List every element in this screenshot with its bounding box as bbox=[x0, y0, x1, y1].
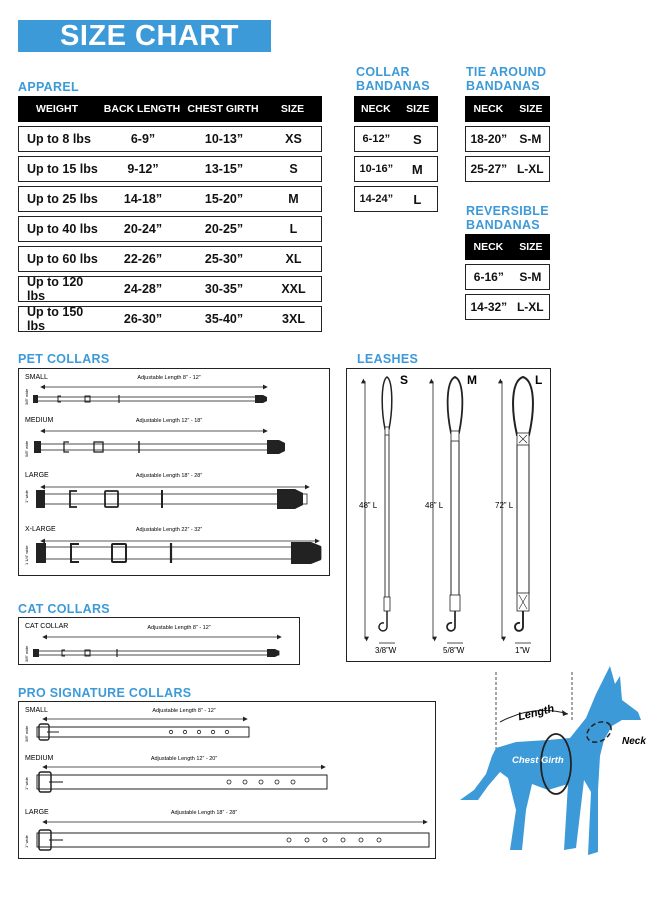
heading-line: BANDANAS bbox=[466, 218, 540, 232]
cell-size: S bbox=[412, 131, 422, 147]
width-label: 3/8” wide bbox=[24, 645, 29, 662]
reversible-heading bbox=[466, 204, 549, 232]
cell-size: L bbox=[413, 191, 422, 207]
cell-size: XS bbox=[285, 132, 302, 146]
cell-chest-girth: 35-40” bbox=[204, 312, 244, 326]
table-header bbox=[465, 234, 550, 260]
pro-collar-large bbox=[37, 830, 429, 850]
collar-size-label: MEDIUM bbox=[25, 417, 54, 424]
leash-size-label: L bbox=[535, 373, 543, 387]
dog-measurement-illustration bbox=[452, 660, 657, 865]
cell-neck: 6-16” bbox=[473, 270, 504, 284]
table-row bbox=[18, 186, 322, 212]
width-label: 1” wide bbox=[24, 490, 29, 503]
collar-bandanas-heading bbox=[356, 65, 430, 93]
table-row bbox=[354, 186, 438, 212]
apparel-table bbox=[18, 96, 322, 332]
leash-length-label: 48” L bbox=[425, 501, 444, 510]
width-label: 3/8” wide bbox=[24, 725, 29, 742]
tie-around-heading bbox=[466, 65, 546, 93]
adjustable-length-label: Adjustable Length 8” - 12” bbox=[147, 625, 211, 631]
adjustable-length-label: Adjustable Length 8” - 12” bbox=[137, 375, 201, 381]
apparel-heading: APPAREL bbox=[18, 80, 79, 94]
header-size: SIZE bbox=[519, 103, 543, 115]
cell-chest-girth: 15-20” bbox=[204, 192, 244, 206]
leashes-panel bbox=[346, 368, 551, 662]
cell-neck: 10-16” bbox=[359, 163, 394, 175]
adjustable-length-label: Adjustable Length 18” - 28” bbox=[135, 473, 203, 479]
cell-back-length: 14-18” bbox=[123, 192, 163, 206]
table-row bbox=[18, 126, 322, 152]
width-label: 1” wide bbox=[24, 777, 29, 790]
page-title: SIZE CHART bbox=[18, 20, 271, 52]
chest-girth-label: Chest Girth bbox=[512, 755, 564, 766]
header-neck: NECK bbox=[360, 103, 391, 115]
pro-collar-medium bbox=[37, 772, 327, 792]
heading-line: BANDANAS bbox=[356, 79, 430, 93]
cell-back-length: 22-26” bbox=[123, 252, 163, 266]
leash-size-label: M bbox=[467, 373, 477, 387]
collar-size-label: LARGE bbox=[25, 472, 49, 479]
cell-chest-girth: 20-25” bbox=[204, 222, 244, 236]
collar-size-label: SMALL bbox=[25, 374, 48, 381]
cell-weight: Up to 25 lbs bbox=[27, 192, 98, 206]
tie-around-table bbox=[465, 96, 550, 182]
leash-width-label: 1”W bbox=[515, 646, 530, 655]
leash-length-label: 48” L bbox=[359, 501, 378, 510]
collar-small bbox=[33, 395, 267, 403]
collar-large bbox=[36, 489, 307, 509]
header-weight: WEIGHT bbox=[36, 103, 78, 115]
leash-width-label: 3/8”W bbox=[375, 646, 397, 655]
cell-weight: Up to 40 lbs bbox=[27, 222, 98, 236]
collar-size-label: X-LARGE bbox=[25, 526, 56, 533]
cell-weight: Up to 120 lbs bbox=[27, 275, 84, 303]
table-header bbox=[354, 96, 438, 122]
cell-size: M bbox=[411, 161, 423, 177]
length-arrowhead bbox=[562, 710, 568, 716]
cat-collar bbox=[33, 649, 279, 657]
cell-size: S bbox=[289, 162, 298, 176]
cell-size: XXL bbox=[281, 282, 306, 296]
pro-collars-panel bbox=[18, 701, 436, 859]
heading-line: BANDANAS bbox=[466, 79, 540, 93]
apparel-table-header bbox=[18, 96, 322, 122]
cell-neck: 14-32” bbox=[470, 300, 508, 314]
cell-back-length: 9-12” bbox=[127, 162, 159, 176]
pro-collars-heading: PRO SIGNATURE COLLARS bbox=[18, 686, 192, 700]
neck-label: Neck bbox=[622, 736, 646, 747]
collar-bandanas-table bbox=[354, 96, 438, 212]
cat-collars-heading: CAT COLLARS bbox=[18, 602, 110, 616]
pro-collar-small bbox=[37, 724, 249, 740]
cell-size: 3XL bbox=[282, 312, 305, 326]
table-row bbox=[18, 216, 322, 242]
leash-small bbox=[359, 373, 408, 655]
table-row bbox=[354, 156, 438, 182]
cell-size: L-XL bbox=[516, 162, 544, 176]
dog-silhouette bbox=[452, 660, 657, 865]
cell-chest-girth: 13-15” bbox=[204, 162, 244, 176]
cell-neck: 6-12” bbox=[362, 133, 391, 145]
collar-xlarge bbox=[36, 542, 321, 564]
leashes-diagram bbox=[347, 369, 549, 660]
leash-medium bbox=[425, 373, 477, 655]
pro-collars-diagram bbox=[19, 702, 434, 857]
table-row bbox=[465, 294, 550, 320]
table-row bbox=[18, 306, 322, 332]
header-size: SIZE bbox=[406, 103, 430, 115]
cell-neck: 25-27” bbox=[470, 162, 508, 176]
length-label: Length bbox=[516, 702, 556, 724]
cell-chest-girth: 25-30” bbox=[204, 252, 244, 266]
width-label: 5/8” wide bbox=[24, 440, 29, 457]
cat-collar-diagram bbox=[19, 618, 298, 663]
cell-back-length: 24-28” bbox=[123, 282, 163, 296]
pet-collars-heading: PET COLLARS bbox=[18, 352, 110, 366]
cell-size: L bbox=[289, 222, 298, 236]
cell-size: S-M bbox=[519, 270, 542, 284]
adjustable-length-label: Adjustable Length 12” - 20” bbox=[150, 756, 218, 762]
cell-size: M bbox=[288, 192, 299, 206]
collar-size-label: LARGE bbox=[25, 809, 49, 816]
cell-weight: Up to 60 lbs bbox=[27, 252, 98, 266]
table-row bbox=[465, 156, 550, 182]
cell-size: XL bbox=[285, 252, 302, 266]
table-row bbox=[354, 126, 438, 152]
adjustable-length-label: Adjustable Length 22” - 32” bbox=[135, 527, 203, 533]
leashes-heading: LEASHES bbox=[357, 352, 419, 366]
cell-weight: Up to 8 lbs bbox=[27, 132, 91, 146]
header-neck: NECK bbox=[473, 241, 504, 253]
table-row bbox=[18, 156, 322, 182]
cell-neck: 18-20” bbox=[470, 132, 508, 146]
width-label: 1” wide bbox=[24, 835, 29, 848]
adjustable-length-label: Adjustable Length 8” - 12” bbox=[152, 708, 216, 714]
cell-chest-girth: 10-13” bbox=[204, 132, 244, 146]
cell-back-length: 6-9” bbox=[130, 132, 156, 146]
table-row bbox=[18, 276, 322, 302]
leash-size-label: S bbox=[400, 373, 409, 387]
table-header bbox=[465, 96, 550, 122]
cell-size: S-M bbox=[519, 132, 542, 146]
collar-size-label: MEDIUM bbox=[25, 755, 54, 762]
reversible-table bbox=[465, 234, 550, 320]
cell-back-length: 20-24” bbox=[123, 222, 163, 236]
cat-collars-panel bbox=[18, 617, 300, 665]
leash-length-label: 72” L bbox=[495, 501, 514, 510]
width-label: 3/8” wide bbox=[24, 388, 29, 405]
collar-size-label: SMALL bbox=[25, 707, 48, 714]
width-label: 1 1/4” wide bbox=[24, 545, 29, 565]
cell-weight: Up to 15 lbs bbox=[27, 162, 98, 176]
leash-large bbox=[495, 373, 542, 655]
header-chest-girth: CHEST GIRTH bbox=[187, 103, 259, 115]
table-row bbox=[465, 264, 550, 290]
collar-medium bbox=[34, 440, 285, 454]
header-size: SIZE bbox=[519, 241, 543, 253]
collar-size-label: CAT COLLAR bbox=[25, 623, 69, 630]
cell-back-length: 26-30” bbox=[123, 312, 163, 326]
adjustable-length-label: Adjustable Length 12” - 18” bbox=[135, 418, 203, 424]
cell-size: L-XL bbox=[516, 300, 544, 314]
leash-width-label: 5/8”W bbox=[443, 646, 465, 655]
heading-line: TIE AROUND bbox=[466, 65, 547, 79]
cell-chest-girth: 30-35” bbox=[204, 282, 244, 296]
heading-line: COLLAR bbox=[356, 65, 410, 79]
cell-weight: Up to 150 lbs bbox=[27, 305, 84, 333]
table-row bbox=[18, 246, 322, 272]
cell-neck: 14-24” bbox=[359, 193, 394, 205]
adjustable-length-label: Adjustable Length 18” - 28” bbox=[170, 810, 238, 816]
table-row bbox=[465, 126, 550, 152]
heading-line: REVERSIBLE bbox=[466, 204, 549, 218]
pet-collars-diagram bbox=[19, 369, 328, 574]
header-neck: NECK bbox=[473, 103, 504, 115]
pet-collars-panel bbox=[18, 368, 330, 576]
header-back-length: BACK LENGTH bbox=[103, 103, 181, 115]
header-size: SIZE bbox=[280, 103, 305, 115]
